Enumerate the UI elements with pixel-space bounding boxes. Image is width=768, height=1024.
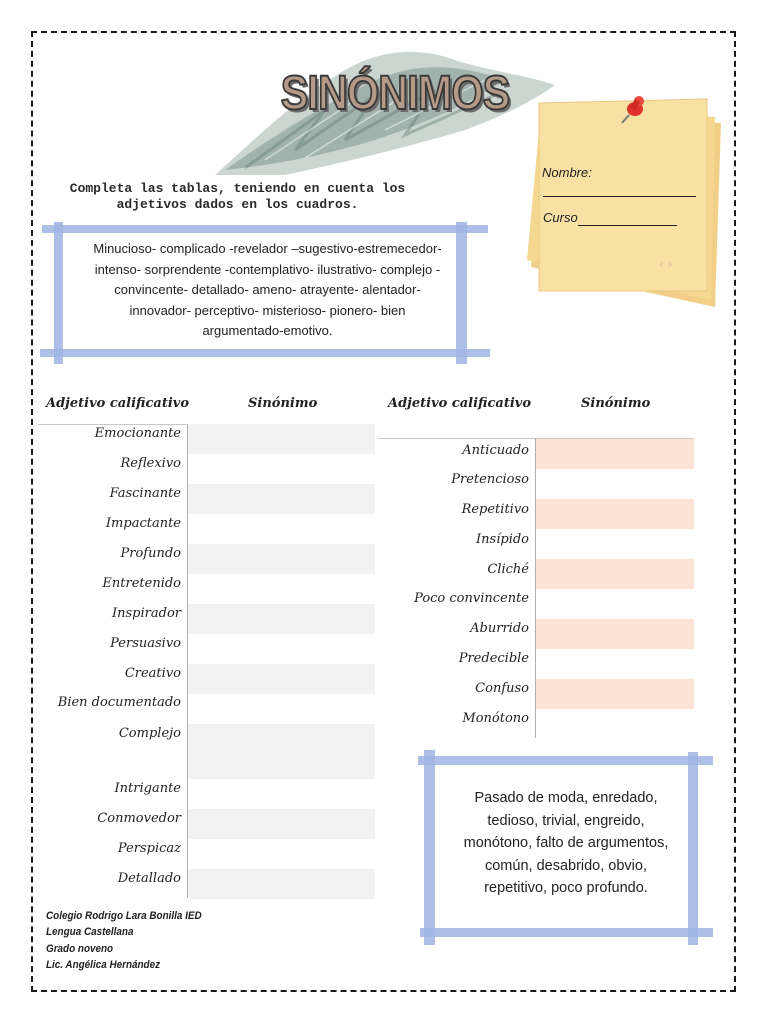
footer-credits	[46, 908, 202, 973]
instructions	[50, 181, 425, 213]
table-row: Fascinante	[109, 486, 181, 501]
col-header-synonym: Sinónimo	[581, 396, 651, 411]
table-row: Pretencioso	[451, 472, 529, 487]
word-list-line: Minucioso- complicado -revelador –sugestivo-estremecedor-	[93, 241, 442, 256]
answer-cell[interactable]	[188, 424, 375, 454]
answer-cell[interactable]	[536, 589, 694, 619]
answer-cell[interactable]	[536, 709, 694, 739]
table-row: Reflexivo	[120, 456, 181, 471]
table-row: Conmovedor	[97, 811, 181, 826]
nav-arrows-icon: ‹ ›	[659, 257, 673, 271]
answer-cell[interactable]	[188, 779, 375, 809]
answer-cell[interactable]	[188, 544, 375, 574]
table-row: Perspicaz	[117, 841, 181, 856]
table-row: Confuso	[475, 681, 529, 696]
sticky-note	[527, 95, 727, 315]
word-list-negative	[443, 787, 689, 900]
answer-cell[interactable]	[188, 484, 375, 514]
table-row: Aburrido	[470, 621, 529, 636]
word-list-line: argumentado-emotivo.	[202, 323, 333, 338]
page-title: SINÓNIMOS	[280, 67, 510, 120]
word-list-line: tedioso, trivial, engreido,	[487, 812, 645, 829]
answer-cell[interactable]	[536, 499, 694, 529]
table-row: Inspirador	[112, 606, 181, 621]
answer-cell[interactable]	[188, 574, 375, 604]
word-box-negative	[418, 750, 713, 945]
footer-line: Colegio Rodrigo Lara Bonilla IED	[46, 910, 202, 922]
table-row: Insípido	[476, 532, 529, 547]
answer-cell[interactable]	[536, 649, 694, 679]
table-row: Anticuado	[462, 443, 529, 458]
table-row: Cliché	[487, 562, 529, 577]
table-row: Bien documentado	[57, 695, 181, 710]
table-row: Profundo	[120, 546, 181, 561]
table-row: Predecible	[458, 651, 529, 666]
answer-cell[interactable]	[188, 869, 375, 899]
answer-cell[interactable]	[536, 679, 694, 709]
answer-cell[interactable]	[188, 604, 375, 634]
answer-cell[interactable]	[188, 839, 375, 869]
answer-cell[interactable]	[536, 529, 694, 559]
answer-cell[interactable]	[188, 809, 375, 839]
name-label: Nombre:	[542, 165, 592, 180]
footer-line: Lengua Castellana	[46, 926, 134, 939]
course-label: Curso	[543, 210, 578, 225]
name-field[interactable]	[543, 196, 696, 197]
word-list-line: repetitivo, poco profundo.	[484, 880, 648, 896]
col-header-synonym: Sinónimo	[248, 396, 318, 411]
table-row: Creativo	[124, 666, 181, 681]
word-box-positive	[40, 222, 490, 364]
footer-line: Grado noveno	[46, 942, 114, 955]
answer-cell[interactable]	[188, 454, 375, 484]
table-row: Intrigante	[114, 781, 181, 796]
table-row: Entretenido	[102, 576, 181, 591]
answer-cell[interactable]	[536, 469, 694, 499]
footer-line: Lic. Angélica Hernández	[46, 958, 161, 971]
word-list-line: común, desabrido, obvio,	[484, 857, 647, 874]
table-row: Poco convincente	[414, 591, 529, 606]
word-list-line: convincente- detallado- ameno- atrayente- alentador-	[114, 282, 421, 297]
table-row: Emocionante	[94, 426, 181, 441]
word-list-line: intenso- sorprendente -contemplativo- ilustrativo- complejo -	[94, 261, 441, 277]
table-row: Persuasivo	[110, 636, 181, 651]
word-list-line: monótono, falto de argumentos,	[463, 835, 669, 851]
answer-cell[interactable]	[536, 559, 694, 589]
course-field[interactable]	[578, 225, 677, 226]
col-header-adjective: Adjetivo calificativo	[46, 396, 190, 411]
answer-cell[interactable]	[188, 664, 375, 694]
answer-cell[interactable]	[188, 694, 375, 724]
answer-cell[interactable]	[536, 439, 694, 469]
table-row: Detallado	[117, 871, 181, 886]
answer-cell[interactable]	[188, 634, 375, 664]
word-list-line: Pasado de moda, enredado,	[474, 790, 658, 806]
table-row: Impactante	[105, 516, 181, 531]
table-row: Repetitivo	[461, 502, 529, 517]
col-header-adjective: Adjetivo calificativo	[388, 396, 532, 411]
table-row: Complejo	[118, 726, 181, 741]
table-row: Monótono	[462, 711, 529, 726]
answer-cell[interactable]	[188, 724, 375, 779]
answer-cell[interactable]	[188, 514, 375, 544]
answer-cell[interactable]	[536, 619, 694, 649]
word-list-line: innovador- perceptivo- misterioso- pionero- bien	[129, 302, 406, 318]
word-list-positive	[60, 239, 475, 342]
sticky-note-icon	[527, 95, 727, 315]
instructions-line: Completa las tablas, teniendo en cuenta los	[69, 181, 406, 196]
instructions-line: adjetivos dados en los cuadros.	[116, 197, 359, 212]
